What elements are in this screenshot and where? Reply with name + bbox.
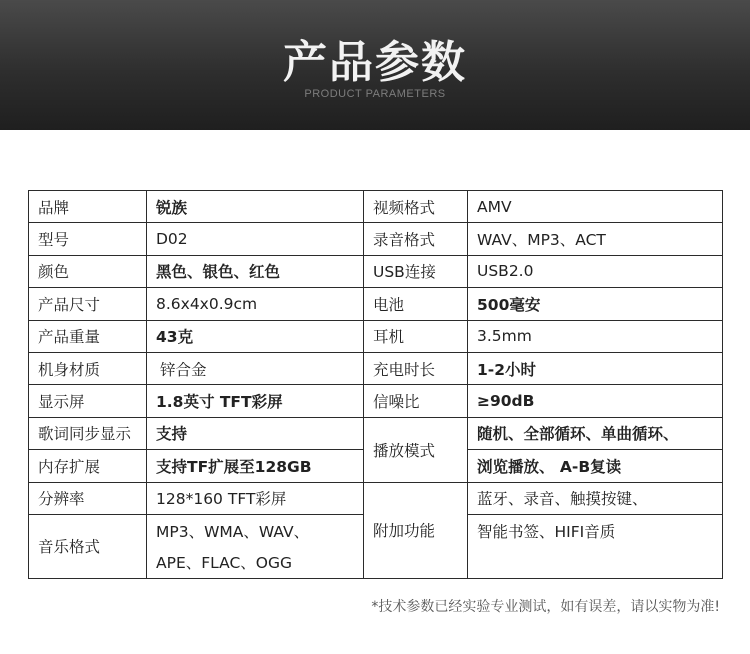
- spec-label: 视频格式: [364, 191, 468, 223]
- spec-value: 随机、全部循环、单曲循环、: [468, 417, 723, 449]
- header-banner: [0, 0, 750, 130]
- spec-label: 音乐格式: [29, 514, 147, 578]
- table-row: [29, 191, 723, 223]
- spec-label: 分辨率: [29, 482, 147, 514]
- spec-value: MP3、WMA、WAV、: [147, 514, 364, 546]
- spec-value: AMV: [468, 191, 723, 223]
- spec-label: 内存扩展: [29, 450, 147, 482]
- spec-value: USB2.0: [468, 255, 723, 287]
- table-row: [29, 255, 723, 287]
- table-row: [29, 482, 723, 514]
- spec-label: 录音格式: [364, 223, 468, 255]
- spec-value: 1.8英寸 TFT彩屏: [147, 385, 364, 417]
- spec-value: 蓝牙、录音、触摸按键、: [468, 482, 723, 514]
- spec-value: 3.5mm: [468, 320, 723, 352]
- spec-value: WAV、MP3、ACT: [468, 223, 723, 255]
- spec-value: 浏览播放、 A-B复读: [468, 450, 723, 482]
- spec-value: 8.6x4x0.9cm: [147, 288, 364, 320]
- spec-value: 锐族: [147, 191, 364, 223]
- spec-label: 信噪比: [364, 385, 468, 417]
- spec-value: D02: [147, 223, 364, 255]
- spec-label: 产品重量: [29, 320, 147, 352]
- spec-value: 500毫安: [468, 288, 723, 320]
- spec-value: APE、FLAC、OGG: [147, 546, 364, 578]
- spec-value: 支持: [147, 417, 364, 449]
- spec-value: 43克: [147, 320, 364, 352]
- table-row: [29, 320, 723, 352]
- table-row: [29, 385, 723, 417]
- spec-value: 128*160 TFT彩屏: [147, 482, 364, 514]
- spec-label: 电池: [364, 288, 468, 320]
- spec-label: 品牌: [29, 191, 147, 223]
- spec-value: 支持TF扩展至128GB: [147, 450, 364, 482]
- table-row: [29, 223, 723, 255]
- spec-label: 充电时长: [364, 352, 468, 384]
- spec-label: 歌词同步显示: [29, 417, 147, 449]
- spec-label: 型号: [29, 223, 147, 255]
- spec-value: ≥90dB: [468, 385, 723, 417]
- spec-label: 颜色: [29, 255, 147, 287]
- page-title: 产品参数: [283, 37, 467, 88]
- spec-label: 播放模式: [364, 417, 468, 482]
- disclaimer-note: *技术参数已经实验专业测试，如有误差，请以实物为准!: [371, 599, 720, 615]
- spec-value: 锌合金: [147, 352, 364, 384]
- spec-label: 附加功能: [364, 482, 468, 578]
- spec-label: 显示屏: [29, 385, 147, 417]
- spec-value: 智能书签、HIFI音质: [468, 514, 723, 546]
- table-row: [29, 417, 723, 449]
- page-subtitle: PRODUCT PARAMETERS: [304, 88, 446, 100]
- spec-label: 耳机: [364, 320, 468, 352]
- table-row: [29, 288, 723, 320]
- table-row: [29, 352, 723, 384]
- spec-value: 1-2小时: [468, 352, 723, 384]
- spec-value: 黑色、银色、红色: [147, 255, 364, 287]
- spec-value-empty: [468, 546, 723, 578]
- spec-label: 产品尺寸: [29, 288, 147, 320]
- spec-label: 机身材质: [29, 352, 147, 384]
- spec-label: USB连接: [364, 255, 468, 287]
- spec-table: [28, 190, 723, 579]
